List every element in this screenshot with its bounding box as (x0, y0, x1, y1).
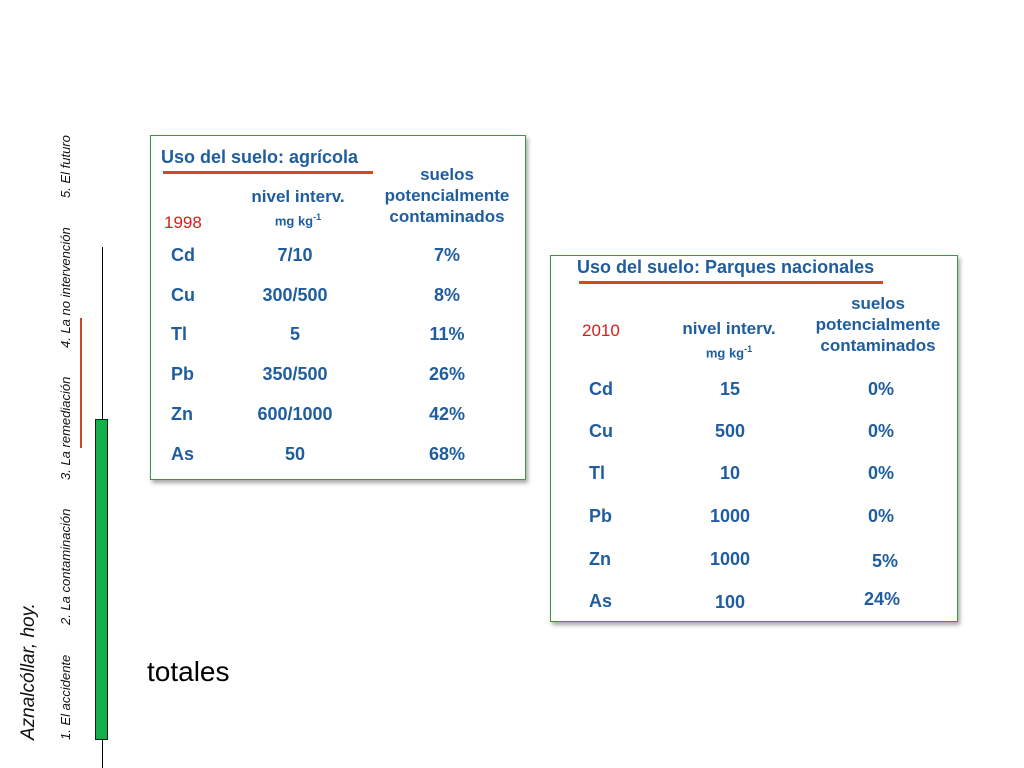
table-parques-nacionales (550, 255, 958, 622)
cell-element: Tl (171, 324, 187, 344)
cell-level: 7/10 (277, 245, 313, 265)
table-title: Uso del suelo: agrícola (161, 147, 359, 167)
title-underline (163, 171, 373, 174)
cell-pct: 26% (428, 364, 466, 384)
cell-level: 350/500 (262, 364, 328, 384)
cell-pct: 7% (433, 245, 460, 265)
cell-level: 15 (719, 379, 741, 399)
cell-pct: 0% (867, 463, 894, 483)
level-header: nivel interv. mg $kg^{-1}$ (251, 187, 345, 229)
level-header: nivel interv. mg $kg^{-1}$ (682, 319, 776, 361)
cell-level: 5 (289, 324, 300, 344)
cell-level: 600/1000 (257, 404, 333, 424)
cell-level: 100 (714, 592, 746, 612)
cell-pct: 8% (433, 285, 460, 305)
cell-element: Cd (589, 379, 613, 399)
nav-item-contaminacion[interactable]: 2. La contaminación (58, 508, 73, 625)
cell-element: As (589, 591, 613, 611)
cell-element: Zn (171, 404, 193, 424)
cell-level: 500 (714, 421, 746, 441)
nav-item-no-intervencion[interactable]: 4. La no intervención (58, 227, 73, 348)
cell-pct: 5% (871, 551, 898, 571)
cell-element: Cd (171, 245, 195, 265)
cell-pct: 0% (867, 379, 894, 399)
cell-element: As (171, 444, 195, 464)
cell-pct: 24% (863, 589, 901, 609)
active-section-marker (80, 318, 82, 448)
cell-pct: 0% (867, 421, 894, 441)
cell-pct: 68% (428, 444, 466, 464)
cell-element: Tl (589, 463, 605, 483)
year-label: 1998 (164, 213, 202, 232)
cell-element: Cu (171, 285, 195, 305)
cell-level: 300/500 (262, 285, 328, 305)
cell-element: Zn (589, 549, 611, 569)
soils-header: suelos potencialmente contaminados (815, 294, 941, 355)
soils-header: suelos potencialmente contaminados (384, 165, 510, 226)
section-nav (58, 60, 78, 740)
cell-pct: 42% (428, 404, 466, 424)
cell-level: 1000 (709, 506, 751, 526)
cell-element: Cu (589, 421, 613, 441)
cell-level: 50 (284, 444, 306, 464)
nav-item-remediacion[interactable]: 3. La remediación (58, 376, 73, 480)
cell-level: 10 (719, 463, 741, 483)
nav-item-futuro[interactable]: 5. El futuro (58, 135, 73, 198)
presentation-title: Aznalcóllar, hoy. (18, 603, 39, 740)
title-underline (579, 281, 883, 284)
table-title: Uso del suelo: Parques nacionales (577, 257, 875, 277)
table-agricola (150, 135, 526, 480)
cell-level: 1000 (709, 549, 751, 569)
cell-element: Pb (589, 506, 613, 526)
cell-pct: 11% (429, 324, 465, 344)
nav-item-accidente[interactable]: 1. El accidente (58, 654, 73, 740)
year-label: 2010 (582, 321, 620, 340)
cell-pct: 0% (867, 506, 894, 526)
totales-label: totales (147, 656, 230, 687)
cell-element: Pb (171, 364, 195, 384)
progress-bar-fill (95, 419, 108, 740)
